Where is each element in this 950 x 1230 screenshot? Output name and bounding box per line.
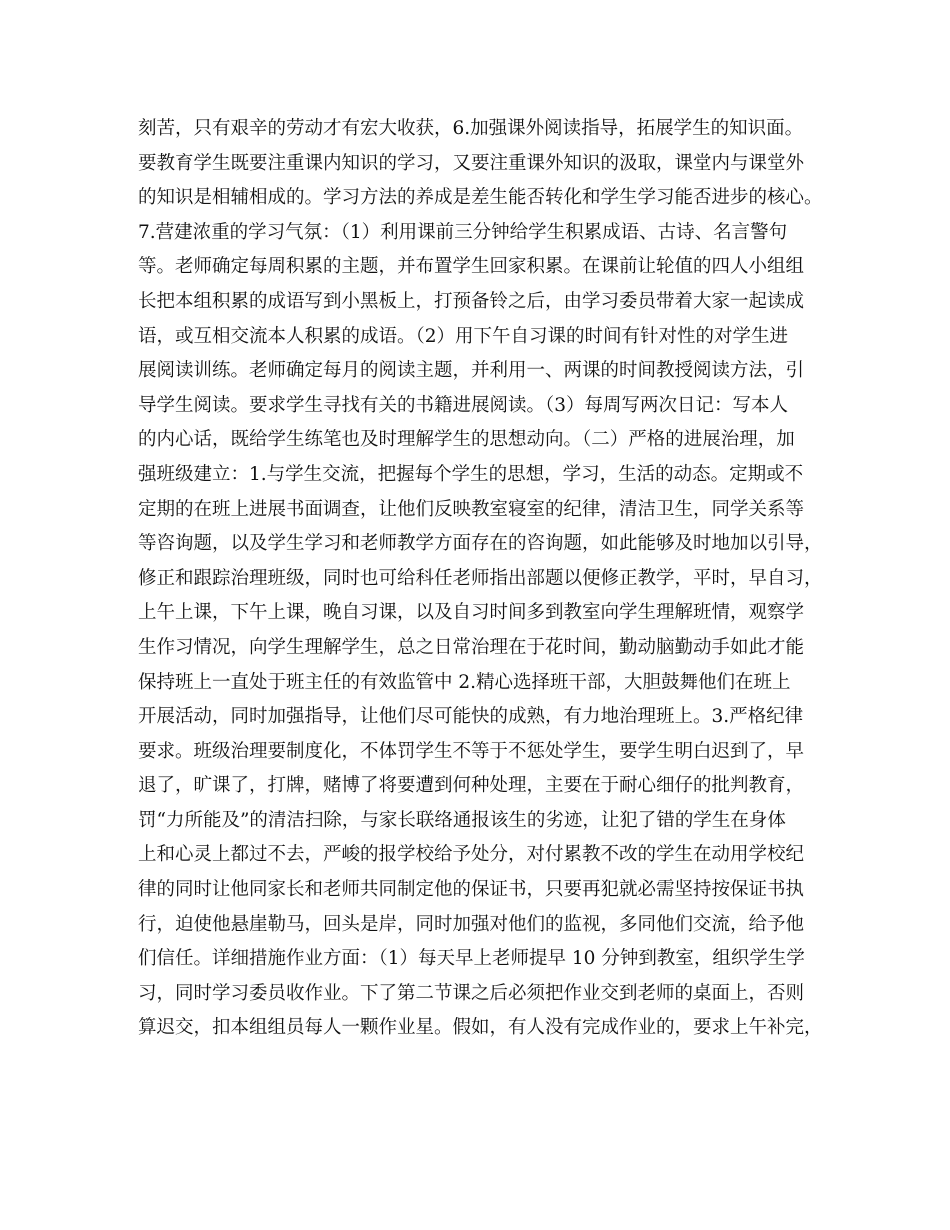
text-line: 要求。班级治理要制度化，不体罚学生不等于不惩处学生，要学生明白迟到了，早 <box>138 740 805 762</box>
text-line: 们信任。详细措施作业方面：（1）每天早上老师提早 10 分钟到教室，组织学生学 <box>138 948 805 970</box>
text-line: 算迟交，扣本组组员每人一颗作业星。假如，有人没有完成作业的，要求上午补完， <box>138 1017 823 1039</box>
text-line: 导学生阅读。要求学生寻找有关的书籍进展阅读。（3）每周写两次日记：写本人 <box>138 394 789 416</box>
text-line: 开展活动，同时加强指导，让他们尽可能快的成熟，有力地治理班上。3.严格纪律 <box>138 706 804 728</box>
body-text <box>138 112 838 1046</box>
text-line: 的知识是相辅相成的。学习方法的养成是差生能否转化和学生学习能否进步的核心。 <box>138 187 823 209</box>
text-line: 罚“力所能及”的清洁扫除，与家长联络通报该生的劣迹，让犯了错的学生在身体 <box>138 809 786 831</box>
text-line: 刻苦，只有艰辛的劳动才有宏大收获，6.加强课外阅读指导，拓展学生的知识面。 <box>138 118 804 139</box>
text-line: 上午上课，下午上课，晚自习课，以及自习时间多到教室向学生理解班情，观察学 <box>138 602 805 624</box>
text-line: 强班级建立：1.与学生交流，把握每个学生的思想，学习，生活的动态。定期或不 <box>138 463 804 485</box>
text-line: 上和心灵上都过不去，严峻的报学校给予处分，对付累教不改的学生在动用学校纪 <box>138 844 805 866</box>
text-line: 习，同时学习委员收作业。下了第二节课之后必须把作业交到老师的桌面上，否则 <box>138 982 805 1004</box>
text-line: 要教育学生既要注重课内知识的学习，又要注重课外知识的汲取，课堂内与课堂外 <box>138 152 805 174</box>
text-line: 生作习情况，向学生理解学生，总之日常治理在于花时间，勤动脑勤动手如此才能 <box>138 636 805 658</box>
text-line: 的内心话，既给学生练笔也及时理解学生的思想动向。（二）严格的进展治理，加 <box>138 429 795 451</box>
text-line: 等咨询题，以及学生学习和老师教学方面存在的咨询题，如此能够及时地加以引导， <box>138 533 823 555</box>
text-line: 定期的在班上进展书面调查，让他们反映教室寝室的纪律，清洁卫生，同学关系等 <box>138 498 805 520</box>
text-line: 语，或互相交流本人积累的成语。（2）用下午自习课的时间有针对性的对学生进 <box>138 325 789 347</box>
text-line: 等。老师确定每周积累的主题，并布置学生回家积累。在课前让轮值的四人小组组 <box>138 256 805 278</box>
text-line: 展阅读训练。老师确定每月的阅读主题，并利用一、两课的时间教授阅读方法，引 <box>138 360 805 382</box>
text-line: 7.营建浓重的学习气氛：（1）利用课前三分钟给学生积累成语、古诗、名言警句 <box>138 221 788 243</box>
text-line: 修正和跟踪治理班级，同时也可给科任老师指出部题以便修正教学，平时，早自习， <box>138 567 823 589</box>
text-line: 律的同时让他同家长和老师共同制定他的保证书，只要再犯就必需坚持按保证书执 <box>138 879 805 901</box>
text-line: 行，迫使他悬崖勒马，回头是岸，同时加强对他们的监视，多同他们交流，给予他 <box>138 913 805 935</box>
text-line: 退了，旷课了，打牌，赌博了将要遭到何种处理，主要在于耐心细仔的批判教育， <box>138 775 805 797</box>
text-line: 长把本组积累的成语写到小黑板上，打预备铃之后，由学习委员带着大家一起读成 <box>138 290 805 312</box>
text-line: 保持班上一直处于班主任的有效监管中 2.精心选择班干部，大胆鼓舞他们在班上 <box>138 671 791 693</box>
